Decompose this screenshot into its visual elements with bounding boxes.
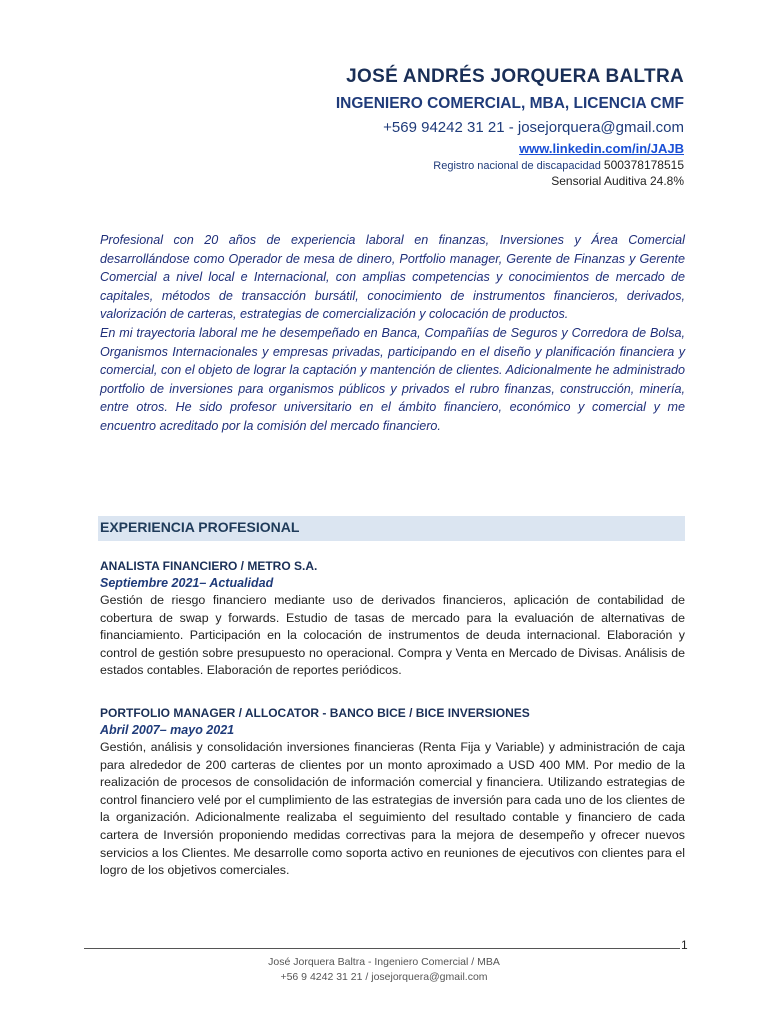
footer-line-1: José Jorquera Baltra - Ingeniero Comercial / MBA xyxy=(268,956,500,968)
summary-paragraph-1: Profesional con 20 años de experiencia laboral en finanzas, Inversiones y Área Comercial desarrollándose como Operador de mesa de dinero, Portfolio manager, Gerente de Finanzas y Gerente Comercial a nivel local e Internacional, con amplias competencias y conocimientos de mercado de capitales, métodos de transacción bursátil, conocimiento de instrumentos financieros, derivados, valorización de carteras, estrategias de comercialización y colocación de productos. xyxy=(100,233,685,322)
job-title: ANALISTA FINANCIERO / METRO S.A. xyxy=(100,559,318,573)
job-entry xyxy=(100,559,685,680)
registro-line xyxy=(336,158,684,172)
footer-line-2: +56 9 4242 31 21 / josejorquera@gmail.com xyxy=(280,971,488,983)
contact-line: +569 94242 31 21 - josejorquera@gmail.com xyxy=(383,119,684,136)
footer-divider xyxy=(84,948,680,949)
page-footer xyxy=(0,955,768,985)
job-description: Gestión, análisis y consolidación inversiones financieras (Renta Fija y Variable) y administración de caja para alrededor de 200 carteras de clientes por un monto aproximado a USD 400 MM. Por medio de la realización de procesos de consolidación de información comercial y financiera. Utilizando estrategias de control financiero velé por el cumplimiento de las estrategias de inversión para cada uno de los clientes de la organización. Adicionalmente realizaba el seguimiento del resultado contable y financiero de cada cartera de Inversión proponiendo medidas correctivas para la mejora de desempeño y ofrecer nuevos servicios a los Clientes. Me desarrolle como soporta activo en reuniones de ejecutivos con clientes para el logro de los objetivos comerciales. xyxy=(100,740,685,878)
registro-number: 500378178515 xyxy=(603,158,684,172)
job-title: PORTFOLIO MANAGER / ALLOCATOR - BANCO BICE / BICE INVERSIONES xyxy=(100,706,530,720)
professional-summary xyxy=(100,231,685,436)
section-title: EXPERIENCIA PROFESIONAL xyxy=(100,519,300,535)
disability-detail: Sensorial Auditiva 24.8% xyxy=(551,174,684,188)
resume-header xyxy=(336,66,684,188)
registro-label: Registro nacional de discapacidad xyxy=(433,160,601,172)
job-description: Gestión de riesgo financiero mediante uso de derivados financieros, aplicación de contabilidad de cobertura de swap y forwards. Estudio de tasas de mercado para la evaluación de alternativas de financiamiento. Participación en la colocación de instrumentos de deuda internacional. Elaboración y control de gestión sobre presupuesto no operacional. Compra y Venta en Mercado de Divisas. Análisis de estados contables. Elaboración de reportes periódicos. xyxy=(100,593,685,678)
candidate-title: INGENIERO COMERCIAL, MBA, LICENCIA CMF xyxy=(335,95,684,112)
job-dates: Septiembre 2021– Actualidad xyxy=(100,576,274,590)
job-entry xyxy=(100,706,685,880)
section-header-experiencia xyxy=(98,516,685,541)
page-number: 1 xyxy=(681,938,688,952)
candidate-name: JOSÉ ANDRÉS JORQUERA BALTRA xyxy=(346,66,684,87)
job-dates: Abril 2007– mayo 2021 xyxy=(100,723,235,737)
summary-paragraph-2: En mi trayectoria laboral me he desempeñado en Banca, Compañías de Seguros y Corredora de Bolsa, Organismos Internacionales y empresas privadas, participando en el diseño y planificación financiera y comercial, con el objeto de lograr la captación y mantención de clientes. Adicionalmente he administrado portfolio de inversiones para organismos públicos y privados el rubro finanzas, construcción, minería, entre otros. He sido profesor universitario en el ámbito financiero, económico y comercial y me encuentro acreditado por la comisión del mercado financiero. xyxy=(100,325,685,433)
linkedin-link[interactable]: www.linkedin.com/in/JAJB xyxy=(519,141,684,156)
